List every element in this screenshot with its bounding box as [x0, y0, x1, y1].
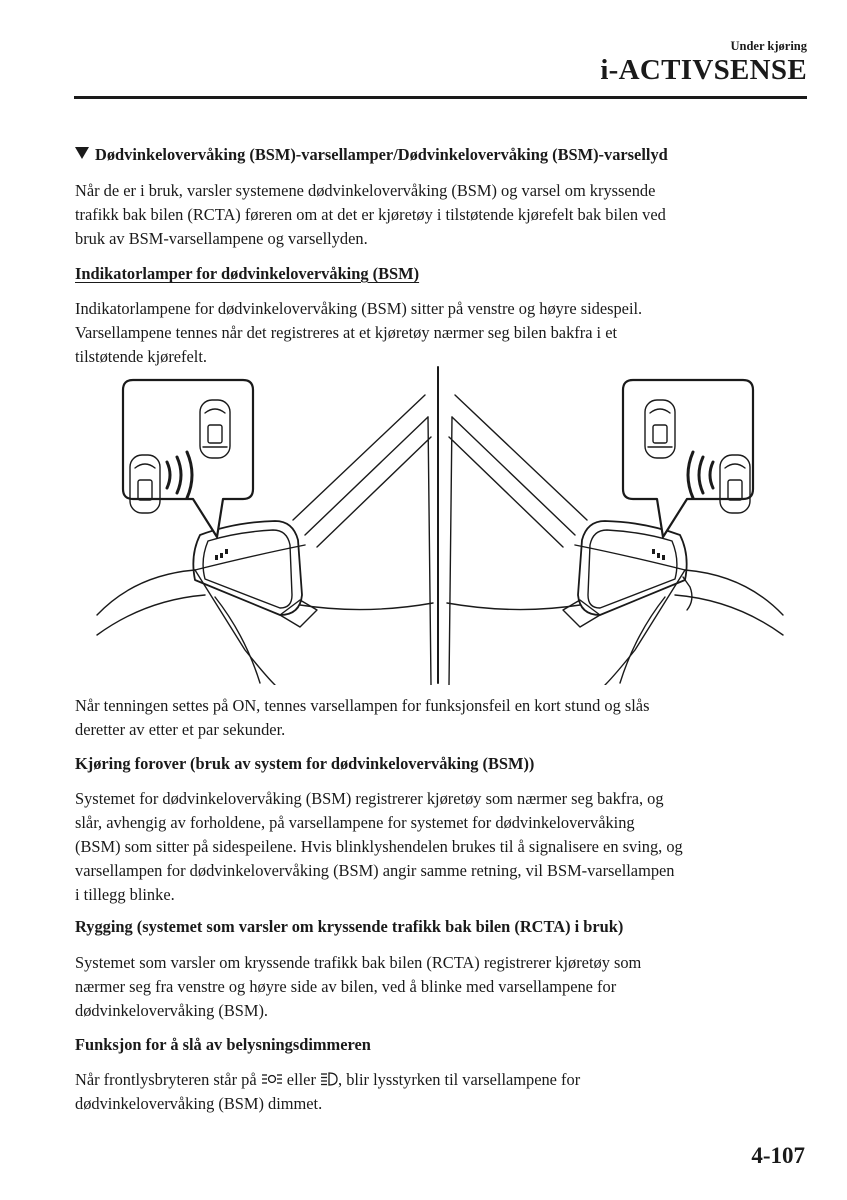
position-lamp-icon: [261, 1072, 283, 1086]
ignition-paragraph: Når tenningen settes på ON, tennes varsellampen for funksjonsfeil en kort stund og slås deretter av etter et par sekunder.: [75, 696, 650, 739]
dimmer-paragraph: Når frontlysbryteren står på eller , blir lysstyrken til varsellampene for dødvinkelovervåking (BSM) dimmet.: [75, 1070, 581, 1113]
indicator-paragraph: Indikatorlampene for dødvinkelovervåking (BSM) sitter på venstre og høyre sidespeil. Varsellampene tennes når det registreres at et kjøretøy nærmer seg bilen bakfra i et tilstøtende kjørefelt.: [75, 299, 643, 366]
headlight-icon: [320, 1072, 338, 1086]
triangle-bullet-icon: [75, 147, 89, 159]
page-title: i-ACTIVSENSE: [600, 54, 807, 86]
forward-heading: Kjøring forover (bruk av system for dødvinkelovervåking (BSM)): [75, 754, 535, 773]
forward-paragraph: Systemet for dødvinkelovervåking (BSM) registrerer kjøretøy som nærmer seg bakfra, og slår, avhengig av forholdene, på varsellampene for systemet for dødvinkelovervåking (BSM) som sitter på sidespeilene. Hvis blinklyshendelen brukes til å signalisere en sving, og varsellampen for dødvinkelovervåking (BSM) angir samme retning, vil BSM-varsellampen i tillegg blinke.: [75, 789, 683, 904]
indicator-heading: Indikatorlamper for dødvinkelovervåking (BSM): [75, 264, 420, 283]
header-divider: [74, 96, 807, 99]
bsm-mirror-illustration: [95, 365, 785, 685]
page-number: 4-107: [751, 1143, 805, 1168]
section-label: Under kjøring: [730, 39, 807, 53]
dimmer-heading: Funksjon for å slå av belysningsdimmeren: [75, 1035, 371, 1054]
reverse-heading: Rygging (systemet som varsler om kryssende trafikk bak bilen (RCTA) i bruk): [75, 917, 624, 936]
intro-paragraph: Når de er i bruk, varsler systemene dødvinkelovervåking (BSM) og varsel om kryssende trafikk bak bilen (RCTA) føreren om at det er kjøretøy i tilstøtende kjørefelt bak bilen ved bruk av BSM-varsellampene og varsellyden.: [75, 181, 666, 248]
main-heading: Dødvinkelovervåking (BSM)-varsellamper/Dødvinkelovervåking (BSM)-varsellyd: [75, 143, 810, 167]
reverse-paragraph: Systemet som varsler om kryssende trafikk bak bilen (RCTA) registrerer kjøretøy som nærmer seg fra venstre og høyre side av bilen, ved å blinke med varsellampene for dødvinkelovervåking (BSM).: [75, 953, 642, 1020]
